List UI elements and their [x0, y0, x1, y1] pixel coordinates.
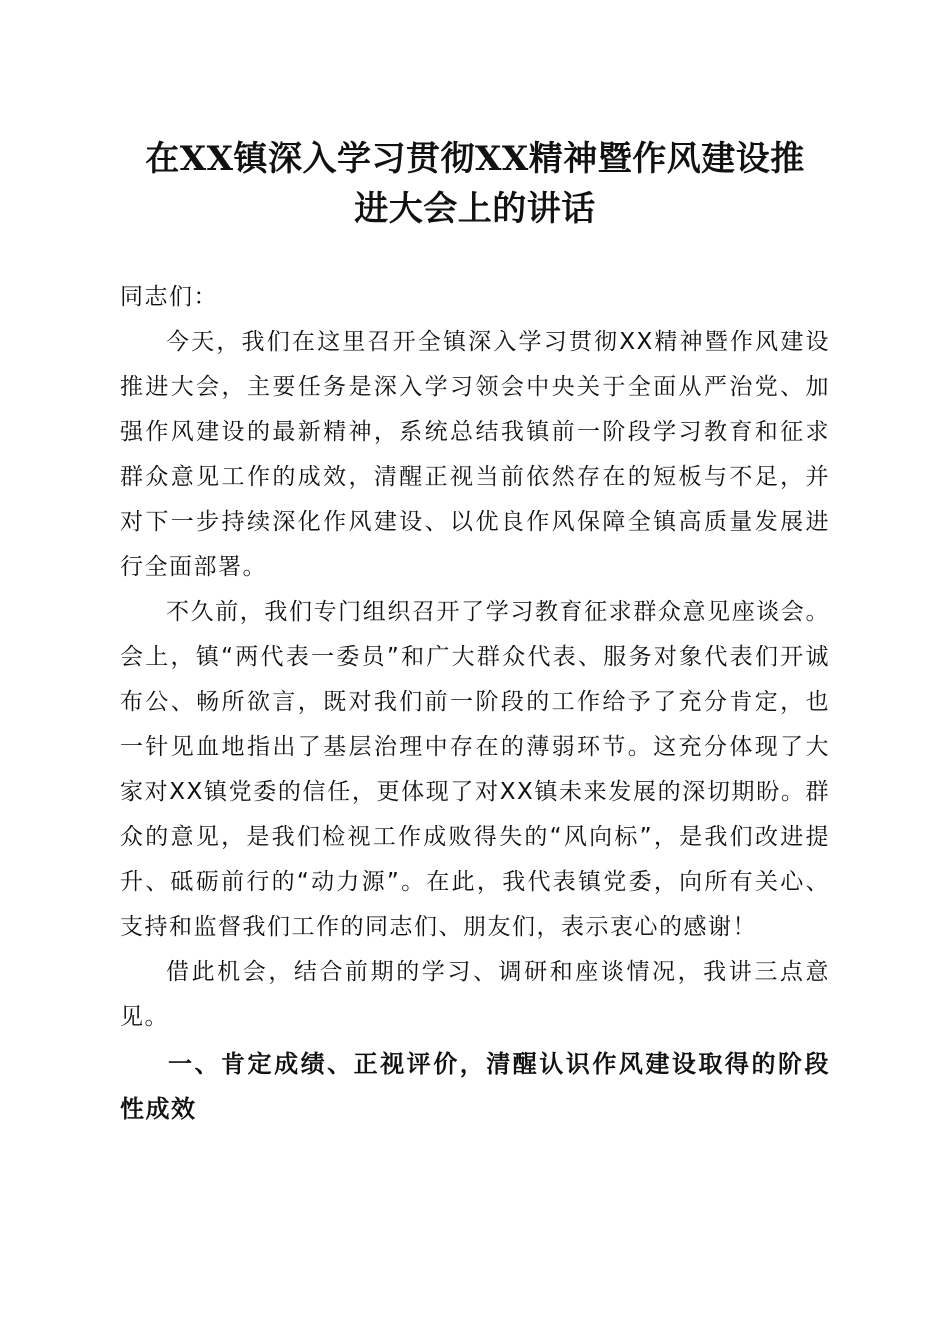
- paragraph-1: 今天，我们在这里召开全镇深入学习贯彻XX精神暨作风建设推进大会，主要任务是深入学习领会中央关于全面从严治党、加强作风建设的最新精神，系统总结我镇前一阶段学习教育和征求群众意见工作的成效，清醒正视当前依然存在的短板与不足，并对下一步持续深化作风建设、以优良作风保障全镇高质量发展进行全面部署。: [120, 329, 830, 580]
- paragraph-3: 借此机会，结合前期的学习、调研和座谈情况，我讲三点意见。: [120, 959, 830, 1030]
- document-body: [120, 275, 830, 1132]
- title-line-2: 进大会上的讲话: [354, 189, 596, 229]
- salutation: 同志们：: [120, 284, 218, 310]
- document-title: [110, 134, 840, 234]
- paragraph-2: 不久前，我们专门组织召开了学习教育征求群众意见座谈会。会上，镇“两代表一委员”和广大群众代表、服务对象代表们开诚布公、畅所欲言，既对我们前一阶段的工作给予了充分肯定，也一针见血地指出了基层治理中存在的薄弱环节。这充分体现了大家对XX镇党委的信任，更体现了对XX镇未来发展的深切期盼。群众的意见，是我们检视工作成败得失的“风向标”，是我们改进提升、砥砺前行的“动力源”。在此，我代表镇党委，向所有关心、支持和监督我们工作的同志们、朋友们，表示衷心的感谢！: [120, 599, 830, 940]
- section-heading-1: 一、肯定成绩、正视评价，清醒认识作风建设取得的阶段性成效: [120, 1050, 830, 1123]
- title-line-1: 在XX镇深入学习贯彻XX精神暨作风建设推: [145, 139, 805, 179]
